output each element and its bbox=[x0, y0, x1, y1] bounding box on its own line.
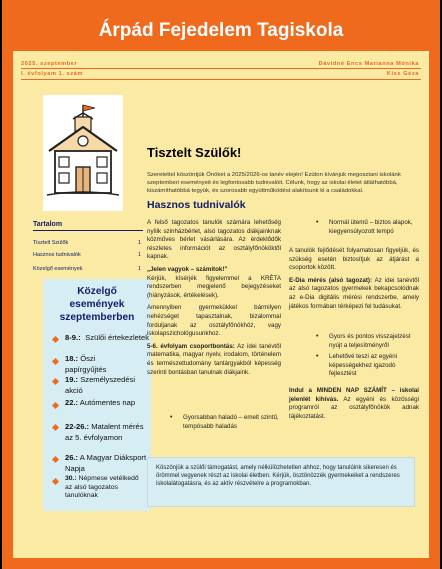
paragraph: Amennyiben gyermekükkel bármilyen nehézséget tapasztalnak, bizalommal forduljanak az osztályfőnökhöz, vagy iskolapszichológusunkhoz. bbox=[147, 304, 281, 338]
toc-item-label: Közelgő események bbox=[33, 266, 83, 272]
bullet-diamond-icon bbox=[52, 336, 59, 343]
paragraph: Az idei tanévtől az alsó tagozatos gyermekek bekapcsolódnak az e-Dia digitális mérési rendszerbe, amely játékos formában térképezi fel tudásukat. bbox=[289, 276, 419, 310]
editor-name: Dávidné Encs Marianna Mónika bbox=[318, 61, 419, 67]
thank-you-text: Köszönjük a szülői támogatást, amely nélkülözhetetlen ahhoz, hogy tanulóink sikeresen és örömmel vegyenek részt az iskolai életben. Kérjük, ösztönözzék gyermekeiket a rendszeres iskolalátogatásra, és az aktív részvételre a programokban. bbox=[156, 465, 400, 487]
toc-title: Tartalom bbox=[33, 221, 63, 228]
event-text: Személyszedési akció bbox=[65, 375, 136, 395]
bullet-diamond-icon bbox=[52, 358, 59, 365]
event-item bbox=[65, 453, 149, 474]
toc-item-page: 1 bbox=[137, 240, 141, 246]
events-title bbox=[43, 285, 151, 324]
bullet-diamond-icon bbox=[52, 424, 59, 431]
event-item bbox=[65, 398, 147, 409]
header-divider bbox=[21, 68, 421, 69]
event-item bbox=[65, 475, 145, 501]
toc-divider bbox=[33, 230, 143, 231]
event-item bbox=[65, 375, 147, 396]
event-date: 8-9.: bbox=[65, 333, 81, 342]
event-date: 19.: bbox=[65, 375, 79, 384]
bullet-diamond-icon bbox=[52, 456, 59, 463]
useful-info-heading: Hasznos tudnivalók bbox=[147, 199, 246, 211]
event-text: Matalent mérés az 5. évfolyamon bbox=[65, 422, 144, 442]
event-item bbox=[65, 354, 137, 375]
events-title-line: Közelgő bbox=[77, 286, 117, 297]
event-text: Autómentes nap bbox=[79, 398, 136, 407]
events-sidebar bbox=[43, 279, 151, 511]
toc-item-label: Tisztelt Szülők bbox=[33, 240, 69, 246]
events-title-line: szeptemberben bbox=[59, 312, 135, 323]
toc-item[interactable] bbox=[33, 252, 141, 258]
newsletter-title: Árpád Fejedelem Tagiskola bbox=[13, 11, 429, 51]
editor-name-2: Kiss Géza bbox=[386, 71, 419, 77]
bullet-diamond-icon bbox=[52, 378, 59, 385]
issue-number: I. évfolyam 1. szám bbox=[21, 71, 84, 77]
event-text: A Magyar Diáksport Napja bbox=[65, 453, 147, 473]
toc-item-page: 1 bbox=[137, 252, 141, 258]
bullet-item: • Normál ütemű – biztos alapok, kiegyensúlyozott tempó bbox=[329, 219, 419, 236]
thank-you-box bbox=[147, 457, 415, 507]
paragraph: Az egyéni és közösségi programról az osztályfőnökök adnak tájékoztatást. bbox=[289, 395, 419, 420]
paragraph: Az idei tanévtől matematika, magyar nyelv, irodalom, történelem és természettudomány tantárgyakból képesség szerinti bontásban tanulnak diákjaink. bbox=[147, 342, 281, 376]
paragraph-title: „Jelen vagyok – számítok!” bbox=[147, 265, 228, 273]
event-date: 30.: bbox=[65, 475, 77, 482]
paragraph-title: 5-6. évfolyam csoportbontás: bbox=[147, 342, 235, 350]
school-house-icon bbox=[43, 95, 123, 211]
newsletter-page bbox=[2, 0, 440, 569]
event-text: Népmese vetélkedő az alsó tagozatos tanulóknak bbox=[65, 475, 139, 500]
header-divider-bottom bbox=[21, 79, 421, 80]
toc-item[interactable] bbox=[33, 266, 141, 272]
school-house-logo bbox=[43, 95, 123, 211]
bullet-diamond-icon bbox=[52, 402, 59, 409]
paragraph-title: E-Dia mérés (alsó tagozat): bbox=[289, 276, 373, 284]
event-date: 26.: bbox=[65, 453, 79, 462]
event-date: 18.: bbox=[65, 354, 79, 363]
event-item bbox=[65, 422, 149, 443]
greeting-heading: Tisztelt Szülők! bbox=[147, 145, 242, 160]
paragraph: Kérjük, kísérjék figyelemmel a KRÉTA rendszerben megjelenő bejegyzéseket (hiányzások, értékelések). bbox=[147, 274, 281, 299]
intro-paragraph: Szeretettel köszöntjük Önöket a 2025/2026-os tanév elején! Ezúton kívánjuk megosztani iskolánk szeptemberi eseményeit és legfontosabb tudnivalóit. Célunk, hogy az iskolai életet átláthatóbbá, kiszámíthatóbbá tegyük, és szorosabb együttműködést alakítsunk ki a családokkal. bbox=[147, 172, 401, 194]
article-column-2-end bbox=[289, 387, 419, 425]
article-column-2 bbox=[289, 247, 419, 315]
paragraph: A tanulók fejlődését folyamatosan figyeljük, és szükség esetén biztosítjuk az átjárást a csoportok között. bbox=[289, 247, 419, 272]
event-item bbox=[65, 333, 149, 344]
bullet-item: • Gyors és pontos visszajelzést nyújt a teljesítményről bbox=[329, 333, 419, 350]
toc-item[interactable] bbox=[33, 240, 141, 246]
event-text: Őszi papírgyűjtés bbox=[65, 354, 107, 374]
event-date: 22.: bbox=[65, 398, 79, 407]
event-text: Szülői értekezletek bbox=[85, 333, 149, 342]
bullet-item: • Gyorsabban haladó – emelt szintű, tempósabb haladás bbox=[183, 414, 283, 431]
paragraph: A felső tagozatos tanulók számára lehetőség nyílik szinházbérlet, alsó tagozatos diákjainknak közműves bérlet vásárlására. Az érdeklődők részletes információt az osztályfőnököktől kapnak. bbox=[147, 219, 281, 261]
event-date: 22-26.: bbox=[65, 422, 90, 431]
bullet-item: • Lehetővé teszi az egyéni képességekhez igazodó fejlesztést bbox=[329, 353, 419, 379]
issue-date: 2025. szeptember bbox=[21, 61, 78, 67]
paragraph-title: Indul a MINDEN NAP SZÁMÍT – iskolai jelenlét kihívás. bbox=[289, 387, 419, 403]
toc-item-page: 1 bbox=[137, 266, 141, 272]
article-column-1 bbox=[147, 219, 281, 381]
events-title-line: események bbox=[69, 299, 125, 310]
toc-item-label: Hasznos tudnivalók bbox=[33, 252, 81, 258]
bullet-diamond-icon bbox=[52, 478, 59, 485]
